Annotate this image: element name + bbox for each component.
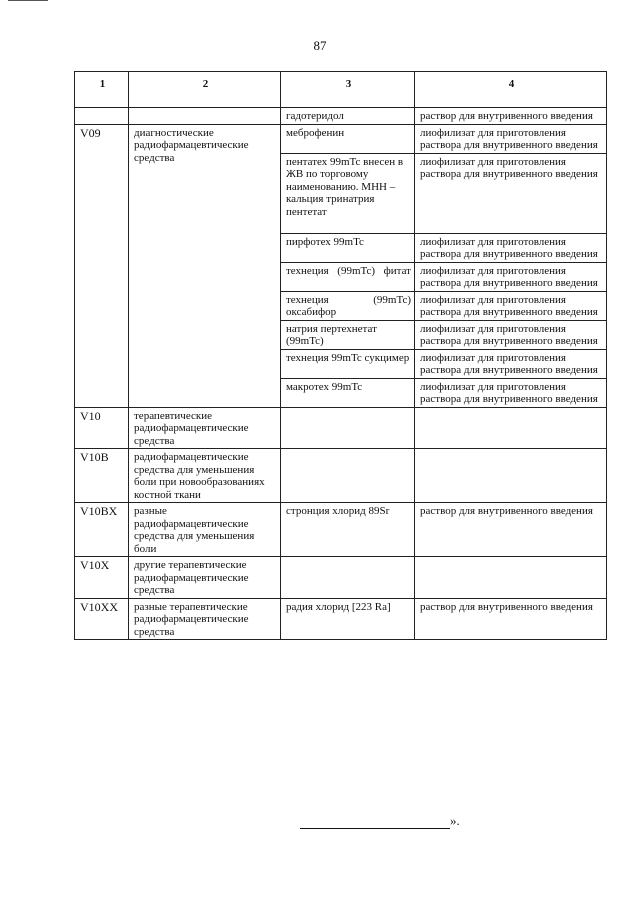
group-name-cell: радиофармацевтические средства для уменьшения боли при новообразованиях костной ткани [129,449,281,503]
atc-code-cell: V10XX [75,598,129,640]
group-name-cell: диагностические радиофармацевтические средства [129,124,281,407]
header-col-3: 3 [281,72,415,108]
corner-rule [8,0,48,1]
table-row [75,449,607,503]
dosage-form-cell: лиофилизат для приготовления раствора для внутривенного введения [415,233,607,262]
table-row [75,407,607,449]
drug-name-cell: технеция (99mTc) фитат [281,262,415,291]
dosage-form-cell: лиофилизат для приготовления раствора для внутривенного введения [415,153,607,233]
group-name-cell: другие терапевтические радиофармацевтические средства [129,557,281,599]
atc-code-cell: V10BX [75,503,129,557]
dosage-form-cell: лиофилизат для приготовления раствора для внутривенного введения [415,124,607,153]
table-header-row [75,72,607,108]
dosage-form-cell [415,449,607,503]
drug-name-cell: пентатех 99mTc внесен в ЖВ по торговому наименованию. МНН – кальция тринатрия пентетат [281,153,415,233]
dosage-form-cell [415,557,607,599]
atc-code-cell: V09 [75,124,129,407]
closing-line [300,813,460,829]
drug-name-cell: технеция (99mTc) оксабифор [281,291,415,320]
dosage-form-cell: раствор для внутривенного введения [415,598,607,640]
drug-name-cell: технеция 99mTc сукцимер [281,349,415,378]
table-row [75,124,607,153]
drug-name-cell: меброфенин [281,124,415,153]
atc-code-cell [75,108,129,125]
group-name-cell: разные радиофармацевтические средства для уменьшения боли [129,503,281,557]
dosage-form-cell: раствор для внутривенного введения [415,108,607,125]
header-col-4: 4 [415,72,607,108]
drug-name-cell: макротех 99mTc [281,378,415,407]
group-name-cell: разные терапевтические радиофармацевтические средства [129,598,281,640]
group-name-cell: терапевтические радиофармацевтические средства [129,407,281,449]
dosage-form-cell: раствор для внутривенного введения [415,503,607,557]
atc-code-cell: V10X [75,557,129,599]
drug-name-cell [281,557,415,599]
drug-name-cell [281,407,415,449]
dosage-form-cell: лиофилизат для приготовления раствора для внутривенного введения [415,378,607,407]
table-row [75,598,607,640]
signature-underline [300,816,450,829]
drug-name-cell [281,449,415,503]
atc-code-cell: V10 [75,407,129,449]
atc-code-cell: V10B [75,449,129,503]
group-name-cell [129,108,281,125]
table-row [75,503,607,557]
dosage-form-cell: лиофилизат для приготовления раствора для внутривенного введения [415,320,607,349]
drug-name-cell: натрия пертехнетат (99mTc) [281,320,415,349]
dosage-form-cell [415,407,607,449]
dosage-form-cell: лиофилизат для приготовления раствора для внутривенного введения [415,291,607,320]
drug-registry-table [74,71,607,640]
dosage-form-cell: лиофилизат для приготовления раствора для внутривенного введения [415,262,607,291]
drug-name-cell: гадотеридол [281,108,415,125]
table-row [75,108,607,125]
page-number: 87 [313,38,327,53]
drug-name-cell: пирфотех 99mTc [281,233,415,262]
table-row [75,557,607,599]
dosage-form-cell: лиофилизат для приготовления раствора для внутривенного введения [415,349,607,378]
closing-quote: ». [450,813,460,828]
drug-name-cell: радия хлорид [223 Ra] [281,598,415,640]
header-col-1: 1 [75,72,129,108]
drug-name-cell: стронция хлорид 89Sr [281,503,415,557]
header-col-2: 2 [129,72,281,108]
